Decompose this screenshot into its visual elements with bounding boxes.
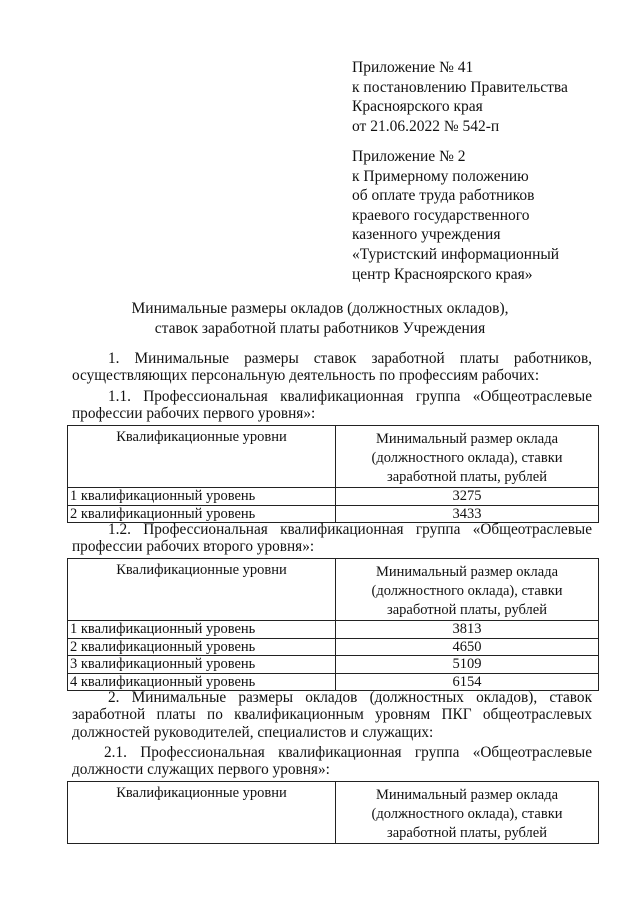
section-1-paragraph: [72, 350, 592, 385]
appendix-41-line: Приложение № 41: [352, 59, 474, 76]
level-cell: 2 квалификационный уровень: [68, 505, 336, 523]
paragraph-line: заработной платы по квалификационным уровням ПКГ общеотраслевых: [72, 706, 592, 724]
paragraph-line: 2. Минимальные размеры окладов (должностных окладов), ставок: [108, 689, 592, 706]
table-header-row: [68, 782, 599, 844]
paragraph-line: 1. Минимальные размеры ставок заработной платы работников,: [108, 350, 592, 367]
table-header-levels: Квалификационные уровни: [68, 782, 336, 844]
level-cell: 2 квалификационный уровень: [68, 638, 336, 656]
appendix-2-line: к Примерному положению: [352, 167, 529, 185]
appendix-41-line: Красноярского края: [352, 98, 483, 116]
salary-table-2: [67, 558, 599, 691]
table-header-levels: Квалификационные уровни: [68, 426, 336, 488]
section-2-1-paragraph: [72, 744, 592, 779]
appendix-2-line: Приложение № 2: [352, 148, 466, 165]
table-row: [68, 656, 599, 674]
table-header-salary: Минимальный размер оклада (должностного оклада), ставки заработной платы, рублей: [336, 559, 599, 621]
appendix-41-block: [352, 58, 568, 136]
paragraph-line: 2.1. Профессиональная квалификационная группа «Общеотраслевые: [104, 744, 592, 761]
paragraph-line: 1.2. Профессиональная квалификационная группа «Общеотраслевые: [108, 521, 592, 538]
table-header-salary: Минимальный размер оклада (должностного оклада), ставки заработной платы, рублей: [336, 426, 599, 488]
appendix-2-line: казенного учреждения: [352, 226, 501, 244]
value-cell: 3433: [336, 505, 599, 523]
document-title: [0, 299, 640, 339]
section-1-1-paragraph: [72, 388, 592, 423]
appendix-2-line: центр Красноярского края»: [352, 265, 533, 283]
value-cell: 3275: [336, 488, 599, 506]
table-header-levels: Квалификационные уровни: [68, 559, 336, 621]
paragraph-line: 1.1. Профессиональная квалификационная группа «Общеотраслевые: [108, 388, 592, 405]
title-line: ставок заработной платы работников Учреждения: [154, 320, 486, 337]
paragraph-line: осуществляющих персональную деятельность по профессиям рабочих:: [72, 367, 540, 385]
table-row: [68, 673, 599, 691]
table-header-salary: Минимальный размер оклада (должностного оклада), ставки заработной платы, рублей: [336, 782, 599, 844]
appendix-2-line: об оплате труда работников: [352, 187, 535, 205]
table-row: [68, 638, 599, 656]
level-cell: 1 квалификационный уровень: [68, 621, 336, 639]
section-2-paragraph: [72, 689, 592, 741]
salary-table-1: [67, 425, 599, 523]
appendix-41-line: к постановлению Правительства: [352, 78, 568, 96]
appendix-41-line: от 21.06.2022 № 542-п: [352, 117, 500, 135]
value-cell: 5109: [336, 656, 599, 674]
value-cell: 3813: [336, 621, 599, 639]
paragraph-line: должности служащих первого уровня»:: [72, 761, 330, 779]
appendix-2-line: «Туристский информационный: [352, 245, 560, 263]
table-row: [68, 488, 599, 506]
level-cell: 4 квалификационный уровень: [68, 673, 336, 691]
appendix-2-line: краевого государственного: [352, 206, 530, 224]
section-1-2-paragraph: [72, 521, 592, 556]
title-line: Минимальные размеры окладов (должностных окладов),: [131, 300, 509, 317]
paragraph-line: профессии рабочих первого уровня»:: [72, 405, 316, 423]
value-cell: 6154: [336, 673, 599, 691]
paragraph-line: должностей руководителей, специалистов и служащих:: [72, 723, 434, 741]
table-header-row: [68, 559, 599, 621]
value-cell: 4650: [336, 638, 599, 656]
level-cell: 3 квалификационный уровень: [68, 656, 336, 674]
table-row: [68, 621, 599, 639]
level-cell: 1 квалификационный уровень: [68, 488, 336, 506]
appendix-2-block: [352, 147, 559, 284]
paragraph-line: профессии рабочих второго уровня»:: [72, 538, 315, 556]
salary-table-3: [67, 781, 599, 844]
table-header-row: [68, 426, 599, 488]
table-row: [68, 505, 599, 523]
